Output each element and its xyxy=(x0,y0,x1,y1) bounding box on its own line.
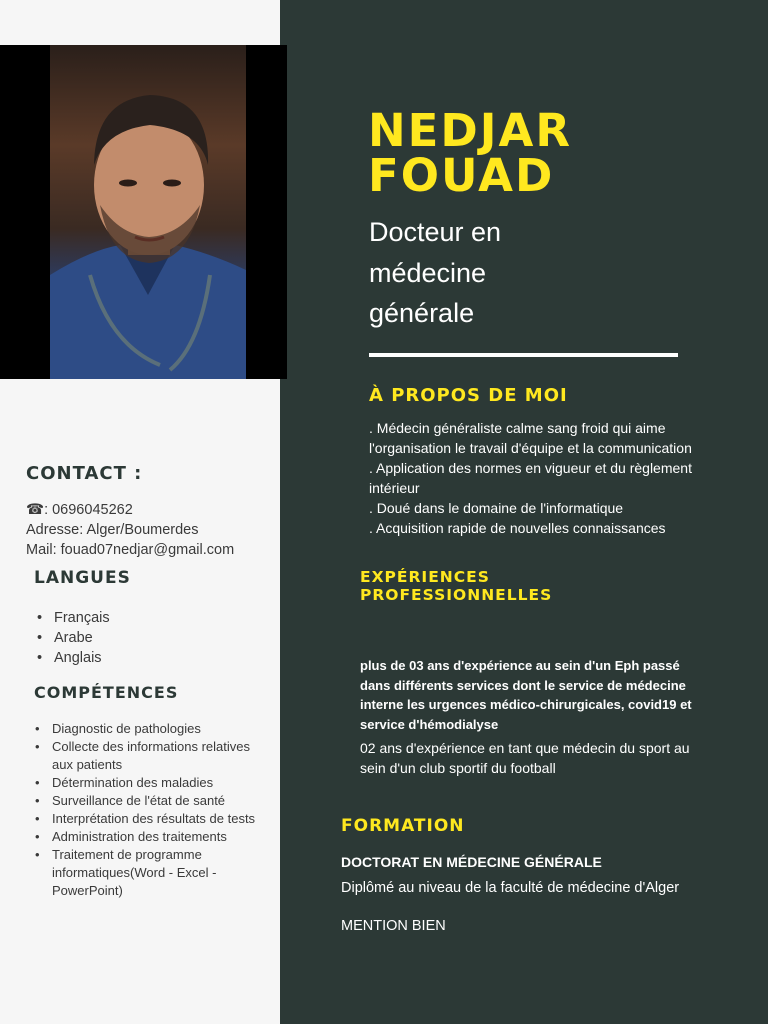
job-title: Docteur en médecine générale xyxy=(369,217,502,328)
contact-phone-text: : 0696045262 xyxy=(44,502,133,518)
skill-item: • Traitement de programme informatiques(Word - Excel - PowerPoint) xyxy=(52,846,274,900)
about-heading: À PROPOS DE MOI xyxy=(369,385,568,406)
first-name: FOUAD xyxy=(368,149,555,202)
education-degree: DOCTORAT EN MÉDECINE GÉNÉRALE xyxy=(341,854,602,870)
contact-details xyxy=(26,500,234,560)
skills-list xyxy=(52,720,274,900)
language-item: • Arabe xyxy=(54,628,110,648)
skill-item: • Administration des traitements xyxy=(52,828,274,846)
profile-photo xyxy=(0,45,287,379)
skill-item: • Diagnostic de pathologies xyxy=(52,720,274,738)
education-mention: MENTION BIEN xyxy=(341,918,446,934)
contact-address: Adresse: Alger/Boumerdes xyxy=(26,522,199,538)
language-item: • Anglais xyxy=(54,648,110,668)
skill-item: • Interprétation des résultats de tests xyxy=(52,810,274,828)
experience-heading-line2: PROFESSIONNELLES xyxy=(360,586,553,604)
about-text xyxy=(369,418,714,538)
about-line: . Application des normes en vigueur et du règlement intérieur xyxy=(369,460,692,496)
languages-list xyxy=(54,608,110,668)
skills-heading: COMPÉTENCES xyxy=(34,683,179,702)
languages-heading: LANGUES xyxy=(34,568,131,588)
language-item: • Français xyxy=(54,608,110,628)
phone-icon: ☎ xyxy=(26,502,45,518)
experience-heading xyxy=(360,568,552,604)
skill-item: • Détermination des maladies xyxy=(52,774,274,792)
contact-phone[interactable] xyxy=(26,500,234,520)
about-line: . Médecin généraliste calme sang froid qui aime l'organisation le travail d'équipe et la communication xyxy=(369,420,692,456)
experience-heading-line1: EXPÉRIENCES xyxy=(360,568,490,586)
experience-item-eph: plus de 03 ans d'expérience au sein d'un Eph passé dans différents services dont le service de médecine interne les urgences médico-chirurgicales, covid19 et service d'hémodialyse xyxy=(360,658,692,732)
about-line: . Doué dans le domaine de l'informatique xyxy=(369,500,624,516)
full-name xyxy=(368,104,572,202)
skill-item: • Surveillance de l'état de santé xyxy=(52,792,274,810)
last-name: NEDJAR xyxy=(368,104,572,157)
education-heading: FORMATION xyxy=(341,816,465,836)
contact-heading: CONTACT : xyxy=(26,463,143,484)
experience-item-sport: 02 ans d'expérience en tant que médecin du sport au sein d'un club sportif du football xyxy=(360,740,690,776)
portrait-illustration xyxy=(50,45,246,379)
contact-mail[interactable]: Mail: fouad07nedjar@gmail.com xyxy=(26,542,235,558)
header-divider xyxy=(369,353,678,357)
education-description: Diplômé au niveau de la faculté de médecine d'Alger xyxy=(341,880,680,896)
about-line: . Acquisition rapide de nouvelles connaissances xyxy=(369,520,666,536)
skill-item: • Collecte des informations relatives aux patients xyxy=(52,738,274,774)
